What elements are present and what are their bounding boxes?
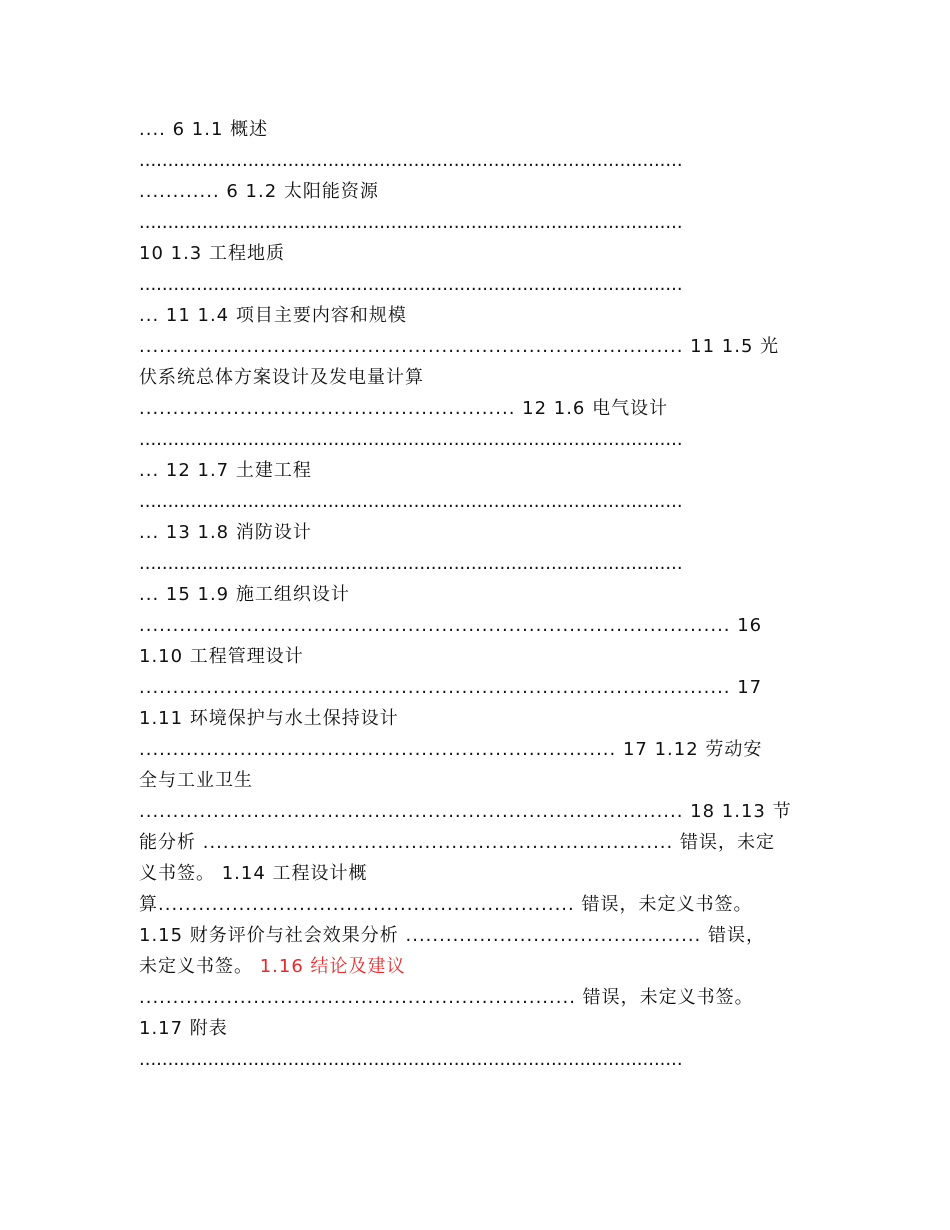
- toc-text: 1.10 工程管理设计: [139, 646, 304, 667]
- toc-text: ...............................................................................................: [139, 429, 683, 450]
- toc-line-1-2: [139, 180, 819, 204]
- toc-line-1-16-cont: [139, 986, 819, 1010]
- toc-line-1-13: [139, 800, 819, 824]
- toc-text: 1.15 财务评价与社会效果分析 ............................................ 错误，: [139, 925, 765, 946]
- toc-line-1-10: [139, 645, 819, 669]
- toc-text: ... 11 1.4 项目主要内容和规模: [139, 305, 407, 326]
- toc-text: 义书签。 1.14 工程设计概: [139, 863, 368, 884]
- toc-line-1-6: [139, 397, 819, 421]
- toc-line-1-9-page: [139, 614, 819, 638]
- toc-text: .... 6 1.1 概述: [139, 119, 269, 140]
- toc-line-1-3: [139, 242, 819, 266]
- toc-text: ................................................................................. 18 1.13 节: [139, 801, 792, 822]
- toc-text: ...............................................................................................: [139, 274, 683, 295]
- toc-line-1-7: [139, 459, 819, 483]
- toc-text: ........................................................................................ 16: [139, 615, 763, 636]
- toc-text: 全与工业卫生: [139, 770, 253, 791]
- toc-text: 伏系统总体方案设计及发电量计算: [139, 367, 424, 388]
- toc-entry-1-16-highlighted: 1.16 结论及建议: [259, 956, 406, 977]
- toc-line-1-1: [139, 118, 819, 142]
- toc-text: ................................................................. 错误，未定义书签。: [139, 987, 754, 1008]
- toc-line-1-10-page: [139, 676, 819, 700]
- toc-text: ...............................................................................................: [139, 150, 683, 171]
- toc-line-1-13-cont: [139, 831, 819, 855]
- toc-line-1-17: [139, 1017, 819, 1041]
- toc-text: ...............................................................................................: [139, 212, 683, 233]
- toc-text: ... 15 1.9 施工组织设计: [139, 584, 350, 605]
- toc-leader-line: [139, 552, 819, 576]
- toc-text: ...............................................................................................: [139, 491, 683, 512]
- toc-text: ....................................................................... 17 1.12 劳动安: [139, 739, 763, 760]
- toc-line-1-5: [139, 335, 819, 359]
- toc-text: 能分析 ...................................................................... 错误，未定: [139, 832, 775, 853]
- toc-text: 算.............................................................. 错误，未定义书签。: [139, 894, 753, 915]
- toc-leader-line: [139, 211, 819, 235]
- toc-leader-line: [139, 428, 819, 452]
- toc-line-1-15: [139, 924, 819, 948]
- toc-line-1-5-cont: [139, 366, 819, 390]
- toc-leader-line: [139, 490, 819, 514]
- toc-line-1-12: [139, 738, 819, 762]
- toc-line-1-9: [139, 583, 819, 607]
- toc-leader-line: [139, 1048, 819, 1072]
- toc-text: 1.11 环境保护与水土保持设计: [139, 708, 399, 729]
- toc-text: ........................................................ 12 1.6 电气设计: [139, 398, 669, 419]
- toc-line-1-15-cont: [139, 955, 819, 979]
- toc-line-1-11: [139, 707, 819, 731]
- toc-text: ...............................................................................................: [139, 553, 683, 574]
- toc-text: ........................................................................................ 17: [139, 677, 763, 698]
- toc-text: ................................................................................. 11 1.5 光: [139, 336, 780, 357]
- toc-text: 1.17 附表: [139, 1018, 228, 1039]
- toc-line-1-14-cont: [139, 893, 819, 917]
- toc-line-1-14: [139, 862, 819, 886]
- toc-text: ... 13 1.8 消防设计: [139, 522, 312, 543]
- toc-leader-line: [139, 273, 819, 297]
- toc-line-1-4: [139, 304, 819, 328]
- toc-text: ............ 6 1.2 太阳能资源: [139, 181, 379, 202]
- toc-leader-line: [139, 149, 819, 173]
- toc-text: ... 12 1.7 土建工程: [139, 460, 312, 481]
- toc-line-1-8: [139, 521, 819, 545]
- toc-text: ...............................................................................................: [139, 1049, 683, 1070]
- toc-line-1-12-cont: [139, 769, 819, 793]
- toc-text: 10 1.3 工程地质: [139, 243, 285, 264]
- toc-text: 未定义书签。: [139, 956, 253, 977]
